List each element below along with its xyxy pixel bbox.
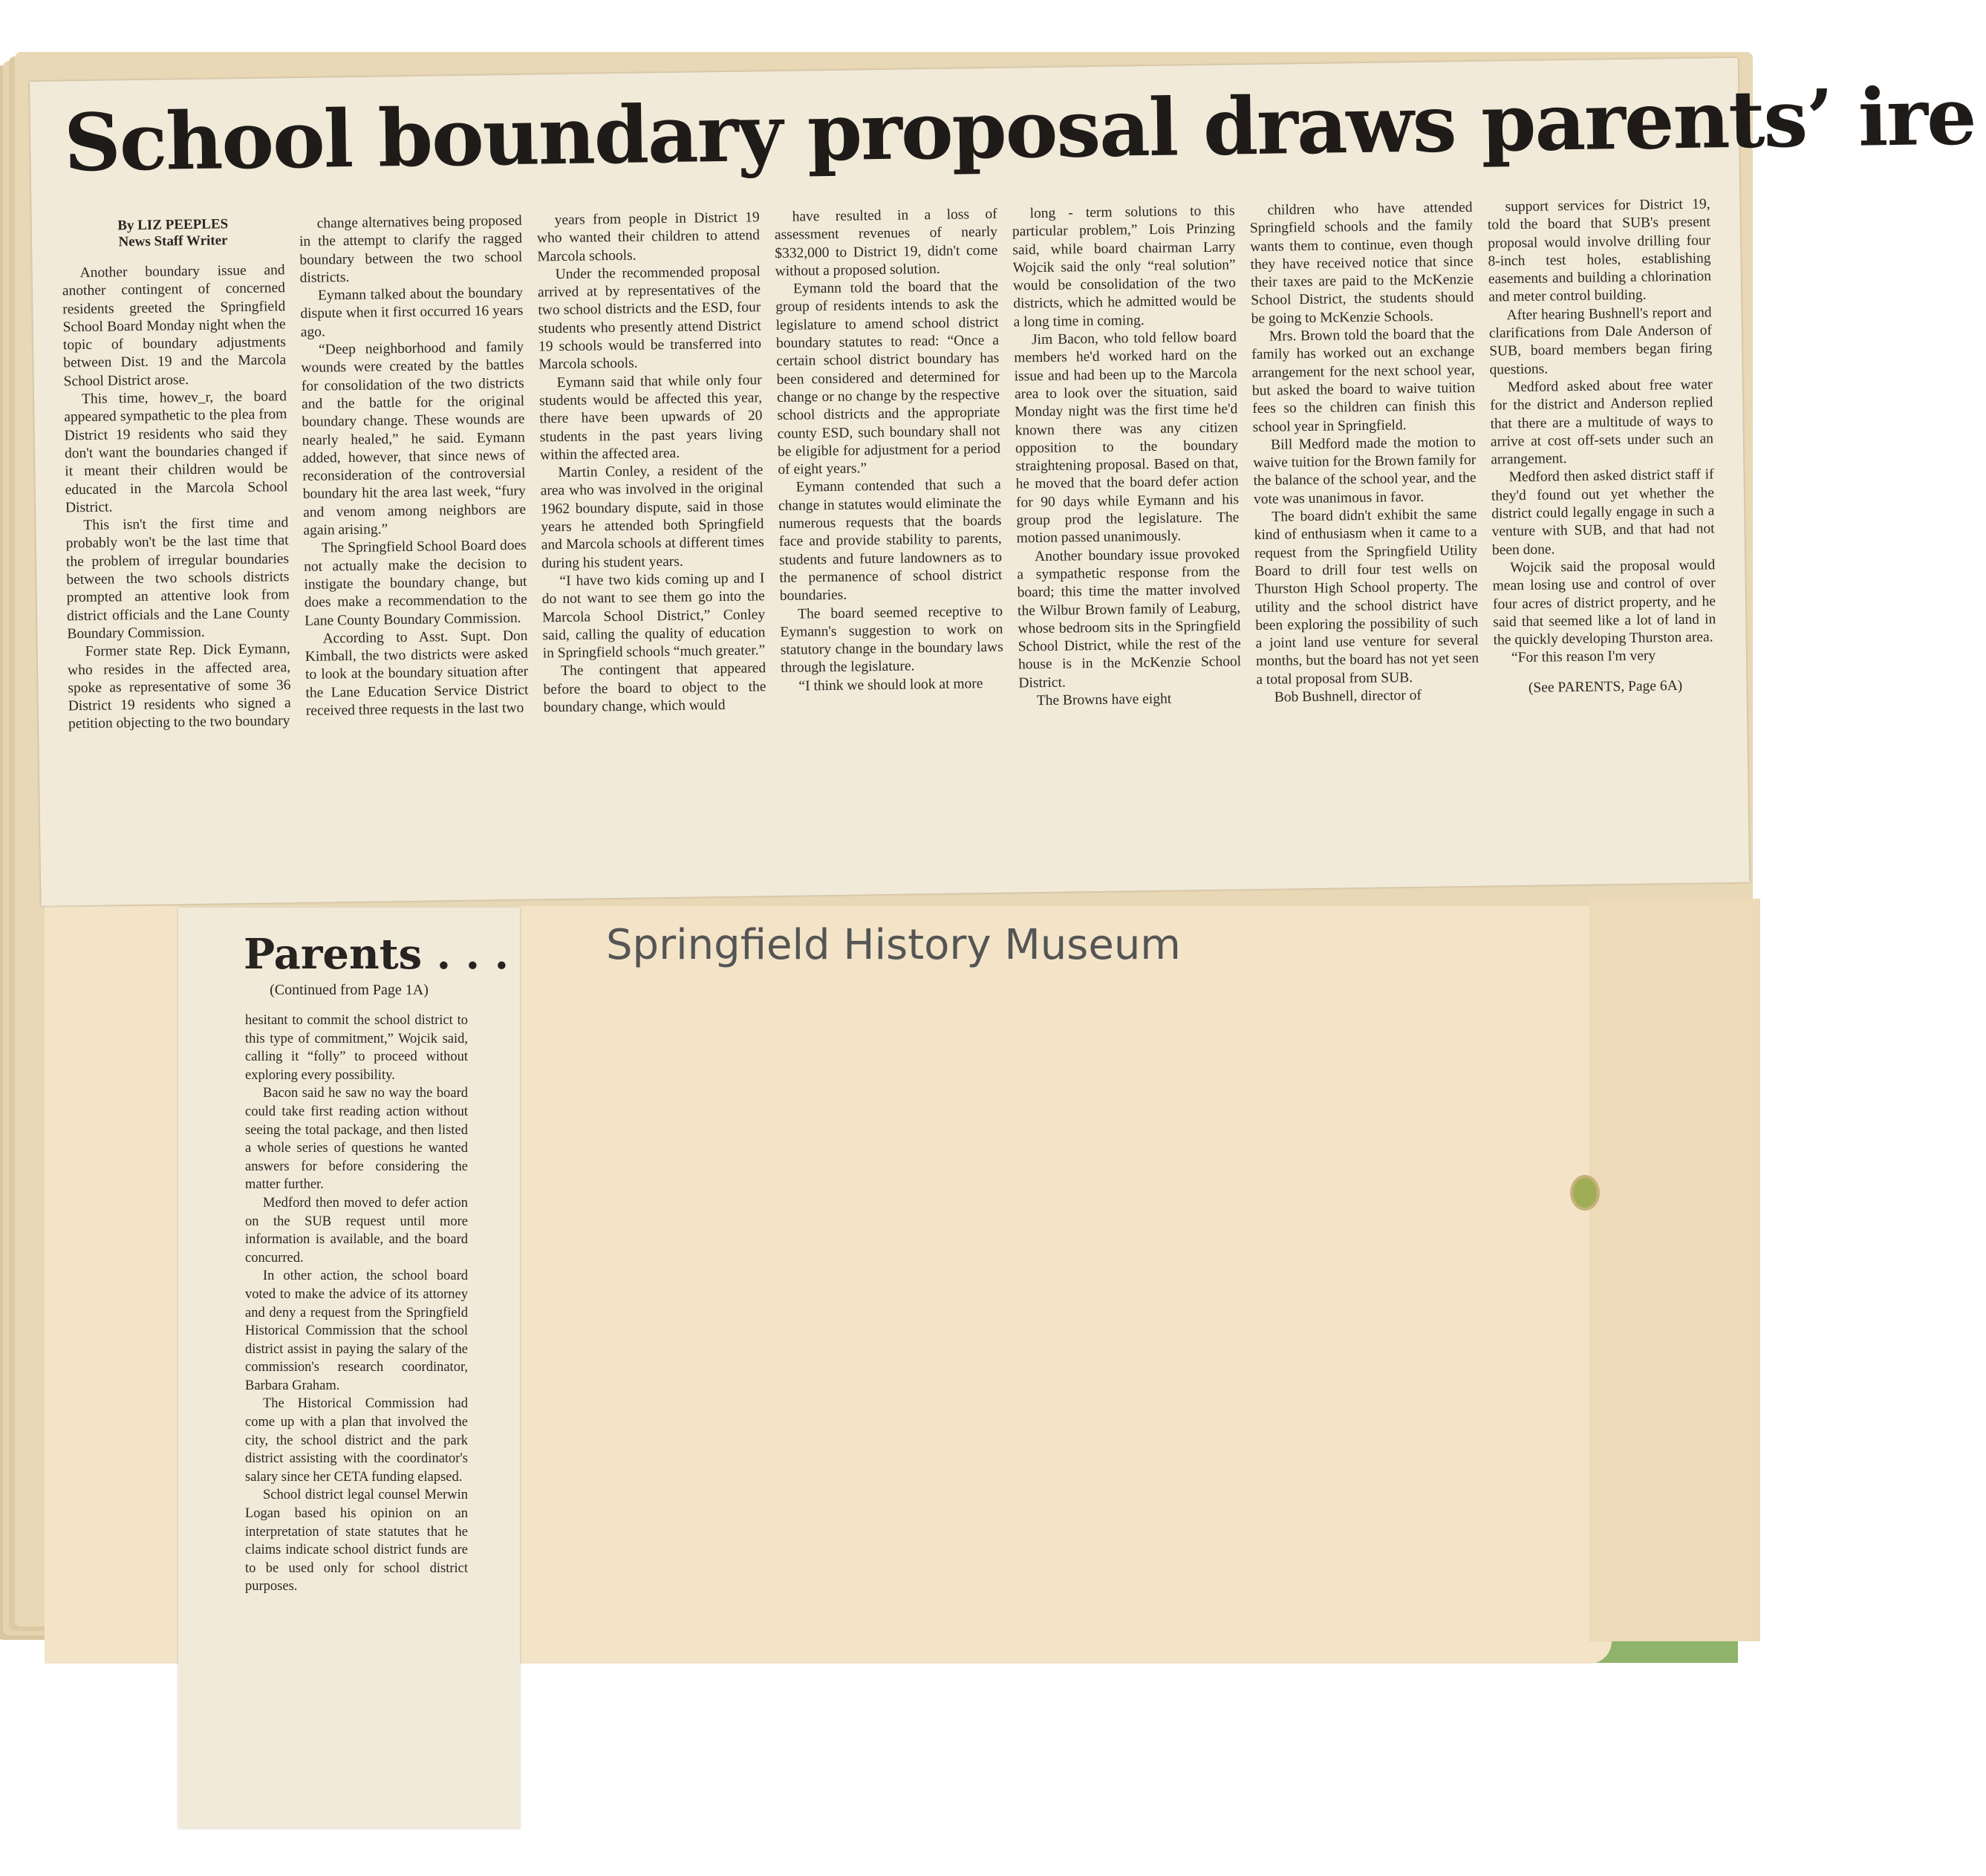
- article-paragraph: change alternatives being proposed in the attempt to clarify the ragged boundary between the two school districts.: [299, 212, 523, 286]
- article-paragraph: The Springfield School Board does not actually make the decision to instigate the boundary change, but does make a recommendation to the Lane County Boundary Commission.: [304, 538, 527, 629]
- article-column-4: [774, 206, 1003, 696]
- continuation-paragraph: Bacon said he saw no way the board could take first reading action without seeing the total package, and then listed a whole series of questions he wanted answers for before considering the matter further.: [245, 1086, 468, 1193]
- article-paragraph: Eymann said that while only four students would be affected this year, there have been upwards of 20 students in the past years living within the affected area.: [538, 371, 763, 463]
- article-paragraph: “For this reason I'm very: [1511, 648, 1656, 666]
- article-paragraph: years from people in District 19 who wanted their children to attend Marcola schools.: [536, 209, 761, 265]
- article-paragraph: support services for District 19, told the board that SUB's present proposal would involve drilling four 8-inch test holes, establishing easements and building a chlorination and meter control building.: [1487, 196, 1712, 306]
- scrapbook-page-flap: [1589, 899, 1760, 1641]
- article-columns: [62, 195, 1742, 872]
- continuation-paragraph: School district legal counsel Merwin Logan based his opinion on an interpretation of state statutes that he claims indicate school district funds are to be used only for school district purposes.: [245, 1488, 468, 1595]
- continuation-paragraph: hesitant to commit the school district to this type of commitment,” Wojcik said, calling it “folly” to proceed without exploring every possibility.: [245, 1013, 468, 1083]
- article-paragraph: “I have two kids coming up and I do not want to see them go into the Marcola School District,” Conley said, calling the quality of education in Springfield schools “much greater.”: [541, 570, 766, 662]
- continuation-clipping: [178, 908, 520, 1828]
- article-paragraph: Another boundary issue and another contingent of concerned residents greeted the Springfield School Board Monday night when the topic of boundary adjustments between Dist. 19 and the Marcola School District arose.: [62, 262, 287, 390]
- article-clipping: [30, 58, 1976, 906]
- byline-title: News Staff Writer: [118, 232, 228, 250]
- article-paragraph: Bob Bushnell, director of: [1274, 687, 1422, 706]
- article-paragraph: After hearing Bushnell's report and clarifications from Dale Anderson of SUB, board members began firing questions.: [1488, 304, 1713, 378]
- article-paragraph: Mrs. Brown told the board that the family has worked out an exchange arrangement for the next school year, but asked the board to waive tuition fees so the children can finish this school year in Springfield.: [1251, 325, 1476, 435]
- article-paragraph: The Browns have eight: [1036, 691, 1172, 709]
- article-paragraph: According to Asst. Supt. Don Kimball, the two districts were asked to look at the boundary situation after the Lane Education Service District received three requests in the last two: [305, 628, 529, 719]
- byline-name: By LIZ PEEPLES: [117, 216, 229, 234]
- continuation-paragraph: Medford then moved to defer action on the SUB request until more information is available, and the board concurred.: [245, 1195, 468, 1266]
- article-paragraph: The contingent that appeared before the board to object to the boundary change, which would: [543, 660, 766, 716]
- article-paragraph: Medford asked about free water for the district and Anderson replied that there are a multitude of ways to arrive at cost off-sets under such an arrangement.: [1490, 377, 1714, 468]
- museum-watermark: Springfield History Museum: [606, 921, 1181, 969]
- article-paragraph: “Deep neighborhood and family wounds were created by the battles for consolidation of the two districts and the battle for the original boundary change. These wounds are nearly healed,” he said. Eymann added, however, that since news of reconsideration of the controversial boundary hit the area last week, “fury and venom among neighbors are again arising.”: [301, 339, 527, 538]
- article-paragraph: Medford then asked district staff if they'd found out yet whether the district could legally engage in such a venture with SUB, and that had not been done.: [1491, 466, 1715, 558]
- continuation-title: Parents . . .: [244, 930, 509, 979]
- article-column-6: [1249, 199, 1479, 707]
- continued-reference: (See PARENTS, Page 6A): [1528, 677, 1683, 696]
- article-paragraph: Under the recommended proposal arrived at by representatives of the two school districts and the ESD, four students who presently attend District 19 schools would be transferred into Marcola schools.: [537, 264, 762, 373]
- article-paragraph: Eymann talked about the boundary dispute when it first occurred 16 years ago.: [300, 284, 524, 340]
- article-paragraph: Wojcik said the proposal would mean losing use and control of over four acres of district property, and he said that seemed like a lot of land in the quickly developing Thurston area.: [1492, 557, 1716, 648]
- article-column-7: [1487, 195, 1716, 697]
- article-column-2: [299, 212, 529, 720]
- article-paragraph: Former state Rep. Dick Eymann, who resides in the affected area, spoke as representative of some 36 District 19 residents who signed a petition objecting to the two boundary: [67, 641, 291, 732]
- binding-hole-icon: [1570, 1175, 1600, 1211]
- continuation-paragraph: The Historical Commission had come up with a plan that involved the city, the school district and the park district assisting with the coordinator's salary since her CETA funding elapsed.: [245, 1396, 468, 1485]
- article-paragraph: Eymann contended that such a change in statutes would eliminate the numerous requests that the boards face and provide stability to parents, students and future landowners as to the permanence of school district boundaries.: [778, 477, 1003, 605]
- continuation-paragraph: In other action, the school board voted to make the advice of its attorney and deny a request from the Springfield Historical Commission that the school district assist in paying the salary of the commission's research coordinator, Barbara Graham.: [245, 1268, 468, 1393]
- article-paragraph: “I think we should look at more: [798, 675, 983, 694]
- article-paragraph: Martin Conley, a resident of the area who was involved in the original 1962 boundary dispute, said in those years he attended both Springfield and Marcola schools at different times during his student years.: [540, 462, 764, 572]
- article-column-1: [62, 215, 292, 734]
- article-headline: School boundary proposal draws parents’ ire: [63, 69, 1976, 189]
- continuation-subtitle: (Continued from Page 1A): [270, 982, 429, 998]
- byline: [62, 215, 285, 251]
- article-paragraph: Bill Medford made the motion to waive tuition for the Brown family for the balance of the school year, and the vote was unanimous in favor.: [1253, 434, 1477, 507]
- article-paragraph: The board didn't exhibit the same kind of enthusiasm when it came to a request from the Springfield Utility Board to drill four test wells on Thurston High School property. The utility and the school district have been exploring the possibility of such a joint land use venture for several months, but the board has not yet seen a total proposal from SUB.: [1254, 506, 1479, 688]
- article-column-3: [537, 209, 766, 717]
- article-paragraph: children who have attended Springfield schools and the family wants them to continue, even though they have received notice that since their taxes are paid to the McKenzie School District, the students should be going to McKenzie Schools.: [1249, 199, 1474, 327]
- article-column-5: [1012, 202, 1241, 710]
- article-paragraph: The board seemed receptive to Eymann's suggestion to work on statutory change in the boundary laws through the legislature.: [780, 603, 1003, 677]
- article-paragraph: Eymann told the board that the group of residents intends to ask the legislature to amend school district boundary statutes to read: “Once a certain school district boundary has been considered and determined for change or no change by the respective school districts and the appropriate county ESD, such boundary shall not be eligible for adjustment for a period of eight years.”: [775, 279, 1001, 478]
- article-paragraph: This isn't the first time and probably won't be the last time that the problem of irregular boundaries between the two schools districts prompted an attentive look from district officials and the Lane County Boundary Commission.: [65, 515, 290, 642]
- article-paragraph: Another boundary issue provoked a sympathetic response from the board; this time the matter involved the Wilbur Brown family of Leaburg, whose bedroom sits in the Springfield School District, while the rest of the house is in the McKenzie School District.: [1017, 545, 1242, 691]
- article-paragraph: long - term solutions to this particular problem,” Lois Prinzing said, while board chairman Larry Wojcik said the only “real solution” would be consolidation of the two districts, which he admitted would be a long time in coming.: [1012, 203, 1237, 330]
- article-paragraph: have resulted in a loss of assessment revenues of nearly $332,000 to District 19, didn't come without a proposed solution.: [774, 206, 998, 279]
- article-paragraph: Jim Bacon, who told fellow board members he'd worked hard on the issue and had been up to the Marcola area to look over the situation, said Monday night was the first time he'd known there was any citizen opposition to the boundary straightening proposal. Based on that, he moved that the board defer action for 90 days while Eymann and his group prod the legislature. The motion passed unanimously.: [1014, 329, 1240, 547]
- article-paragraph: This time, howev_r, the board appeared sympathetic to the plea from District 19 residents who said they don't want the boundaries changed if it meant their children would be educated in the Marcola School District.: [64, 388, 288, 516]
- continuation-body: [245, 1012, 468, 1596]
